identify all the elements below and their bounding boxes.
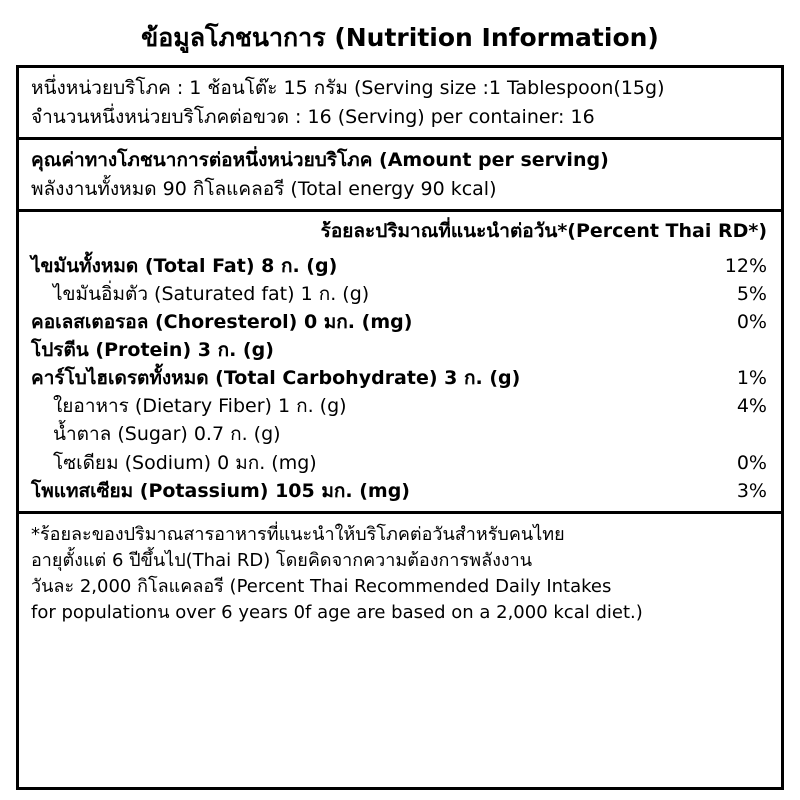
nutrient-row [31, 364, 767, 392]
nutrient-list [19, 250, 781, 511]
nutrient-row [31, 280, 767, 308]
footnote [19, 514, 781, 630]
nutrient-percent: 0% [736, 451, 767, 474]
nutrient-name: ใยอาหาร (Dietary Fiber) 1 ก. (g) [53, 395, 347, 418]
total-energy-line: พลังงานทั้งหมด 90 กิโลแคลอรี (Total energy 90 kcal) [31, 177, 497, 200]
nutrient-row [31, 308, 767, 336]
nutrient-row [31, 420, 767, 448]
nutrient-row [31, 392, 767, 420]
nutrient-name: ไขมันอิ่มตัว (Saturated fat) 1 ก. (g) [53, 282, 370, 305]
nutrient-row [31, 252, 767, 280]
amount-per-serving-section [19, 140, 781, 212]
nutrient-percent: 1% [736, 367, 767, 390]
footnote-line: *ร้อยละของปริมาณสารอาหารที่แนะนำให้บริโภคต่อวันสำหรับคนไทย [31, 523, 565, 545]
nutrient-name: ไขมันทั้งหมด (Total Fat) 8 ก. (g) [31, 254, 338, 277]
nutrient-row [31, 477, 767, 505]
amount-per-serving-heading: คุณค่าทางโภชนาการต่อหนึ่งหน่วยบริโภค (Amount per serving) [31, 149, 609, 172]
footnote-line: อายุตั้งแต่ 6 ปีขึ้นไป(Thai RD) โดยคิดจากความต้องการพลังงาน [31, 549, 533, 571]
nutrient-name: น้ำตาล (Sugar) 0.7 ก. (g) [53, 423, 281, 446]
nutrient-name: โซเดียม (Sodium) 0 มก. (mg) [53, 451, 317, 474]
servings-per-container-line: จำนวนหนึ่งหน่วยบริโภคต่อขวด : 16 (Serving) per container: 16 [31, 105, 595, 128]
serving-section [19, 68, 781, 140]
nutrition-facts-panel [16, 65, 784, 790]
nutrient-percent: 4% [736, 395, 767, 418]
page-title: ข้อมูลโภชนาการ (Nutrition Information) [141, 23, 659, 52]
footnote-line: วันละ 2,000 กิโลแคลอรี (Percent Thai Recommended Daily Intakes [31, 575, 612, 597]
footnote-line: for populationน over 6 years 0f age are based on a 2,000 kcal diet.) [31, 602, 643, 624]
nutrient-percent: 12% [724, 254, 767, 277]
percent-thai-rd-heading: ร้อยละปริมาณที่แนะนำต่อวัน*(Percent Thai RD*) [320, 220, 767, 243]
nutrient-row [31, 449, 767, 477]
nutrient-name: โพแทสเซียม (Potassium) 105 มก. (mg) [31, 479, 410, 502]
nutrient-name: โปรตีน (Protein) 3 ก. (g) [31, 339, 274, 362]
nutrient-percent: 5% [736, 282, 767, 305]
nutrient-name: คาร์โบไฮเดรตทั้งหมด (Total Carbohydrate) 3 ก. (g) [31, 367, 521, 390]
serving-size-line: หนึ่งหน่วยบริโภค : 1 ช้อนโต๊ะ 15 กรัม (Serving size :1 Tablespoon(15g) [31, 77, 665, 100]
nutrient-name: คอเลสเตอรอล (Choresterol) 0 มก. (mg) [31, 311, 413, 334]
nutrient-row [31, 336, 767, 364]
nutrient-percent: 3% [736, 479, 767, 502]
nutrient-percent: 0% [736, 311, 767, 334]
